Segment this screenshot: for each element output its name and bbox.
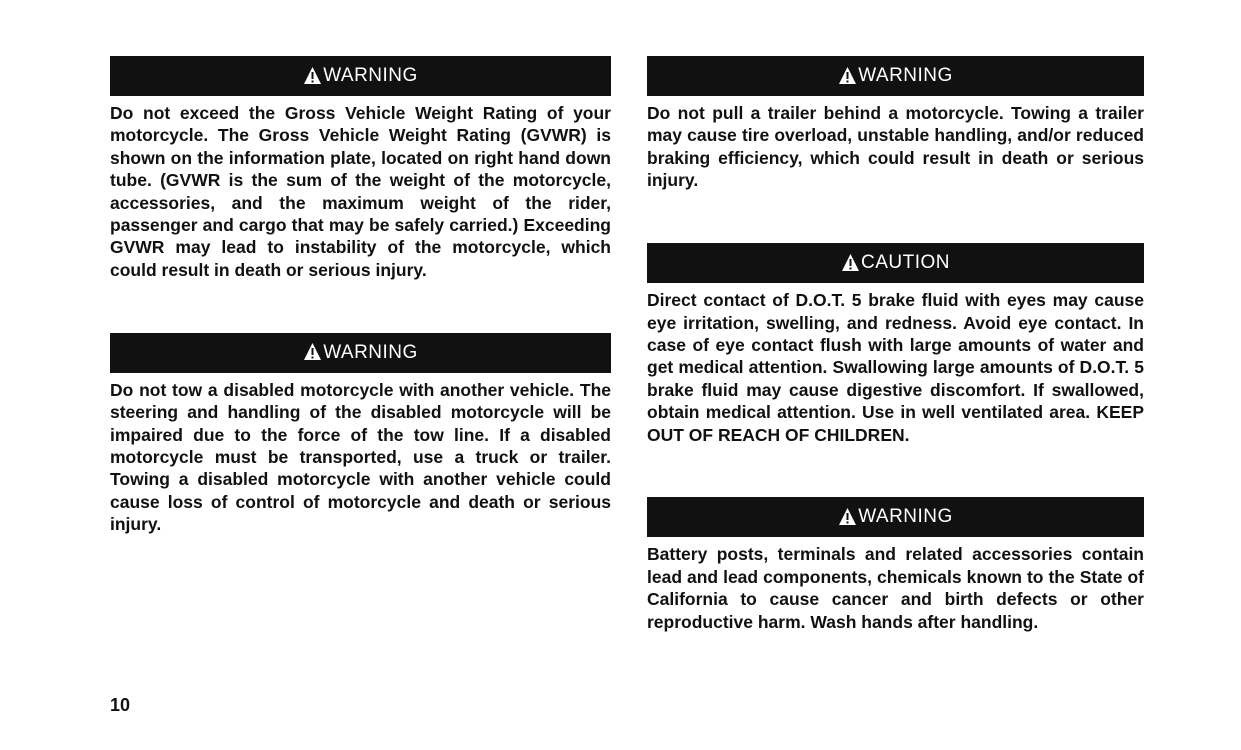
caution-text: Direct contact of D.O.T. 5 brake fluid with eyes may cause eye irritation, swelling, and redness. Avoid eye contact. In case of eye contact flush with large amounts of water and get medical attention. Swallowing large amounts of D.O.T. 5 brake fluid may cause digestive discomfort. If swallowed, obtain medical attention. Use in well ventilated area. KEEP OUT OF REACH OF CHILDREN.: [647, 290, 1144, 445]
warning-triangle-icon: [838, 66, 857, 85]
caution-label: CAUTION: [861, 252, 950, 274]
warning-label: WARNING: [323, 65, 418, 86]
warning-triangle-icon: [303, 66, 322, 85]
warning-text: Battery posts, terminals and related accessories contain lead and lead components, chemicals known to the State of California to cause cancer and birth defects or other reproductive harm. Wash hands after handling.: [647, 544, 1144, 632]
warning-triangle-icon: [841, 253, 860, 272]
caution-brake-fluid: [647, 243, 1144, 446]
warning-label: WARNING: [858, 65, 953, 86]
warning-text: Do not tow a disabled motorcycle with another vehicle. The steering and handling of the disabled motorcycle will be impaired due to the force of the tow line. If a disabled motorcycle must be transported, use a truck or trailer. Towing a disabled motorcycle with another vehicle could cause loss of control of motorcycle and death or serious injury.: [110, 379, 611, 535]
warning-trailer: [647, 56, 1144, 192]
warning-header: [110, 56, 611, 96]
warning-towing-disabled: [110, 333, 611, 536]
warning-battery-lead: [647, 497, 1144, 633]
warning-triangle-icon: [838, 507, 857, 526]
caution-header: [647, 243, 1144, 283]
left-column: [110, 56, 611, 553]
warning-label: WARNING: [858, 506, 953, 528]
warning-triangle-icon: [303, 342, 322, 361]
page-number: 10: [110, 695, 131, 715]
warning-header: [647, 497, 1144, 537]
warning-text: Do not exceed the Gross Vehicle Weight Rating of your motorcycle. The Gross Vehicle Weight Rating (GVWR) is shown on the information plate, located on right hand down tube. (GVWR is the sum of the weight of the motorcycle, accessories, and the maximum weight of the rider, passenger and cargo that may be safely carried.) Exceeding GVWR may lead to instability of the motorcycle, which could result in death or serious injury.: [110, 103, 611, 280]
warning-header: [110, 333, 611, 373]
right-column: [647, 56, 1144, 651]
warning-label: WARNING: [323, 341, 418, 363]
warning-text: Do not pull a trailer behind a motorcycle. Towing a trailer may cause tire overload, unstable handling, and/or reduced braking efficiency, which could result in death or serious injury.: [647, 103, 1144, 191]
warning-header: [647, 56, 1144, 96]
warning-gvwr: [110, 56, 611, 281]
